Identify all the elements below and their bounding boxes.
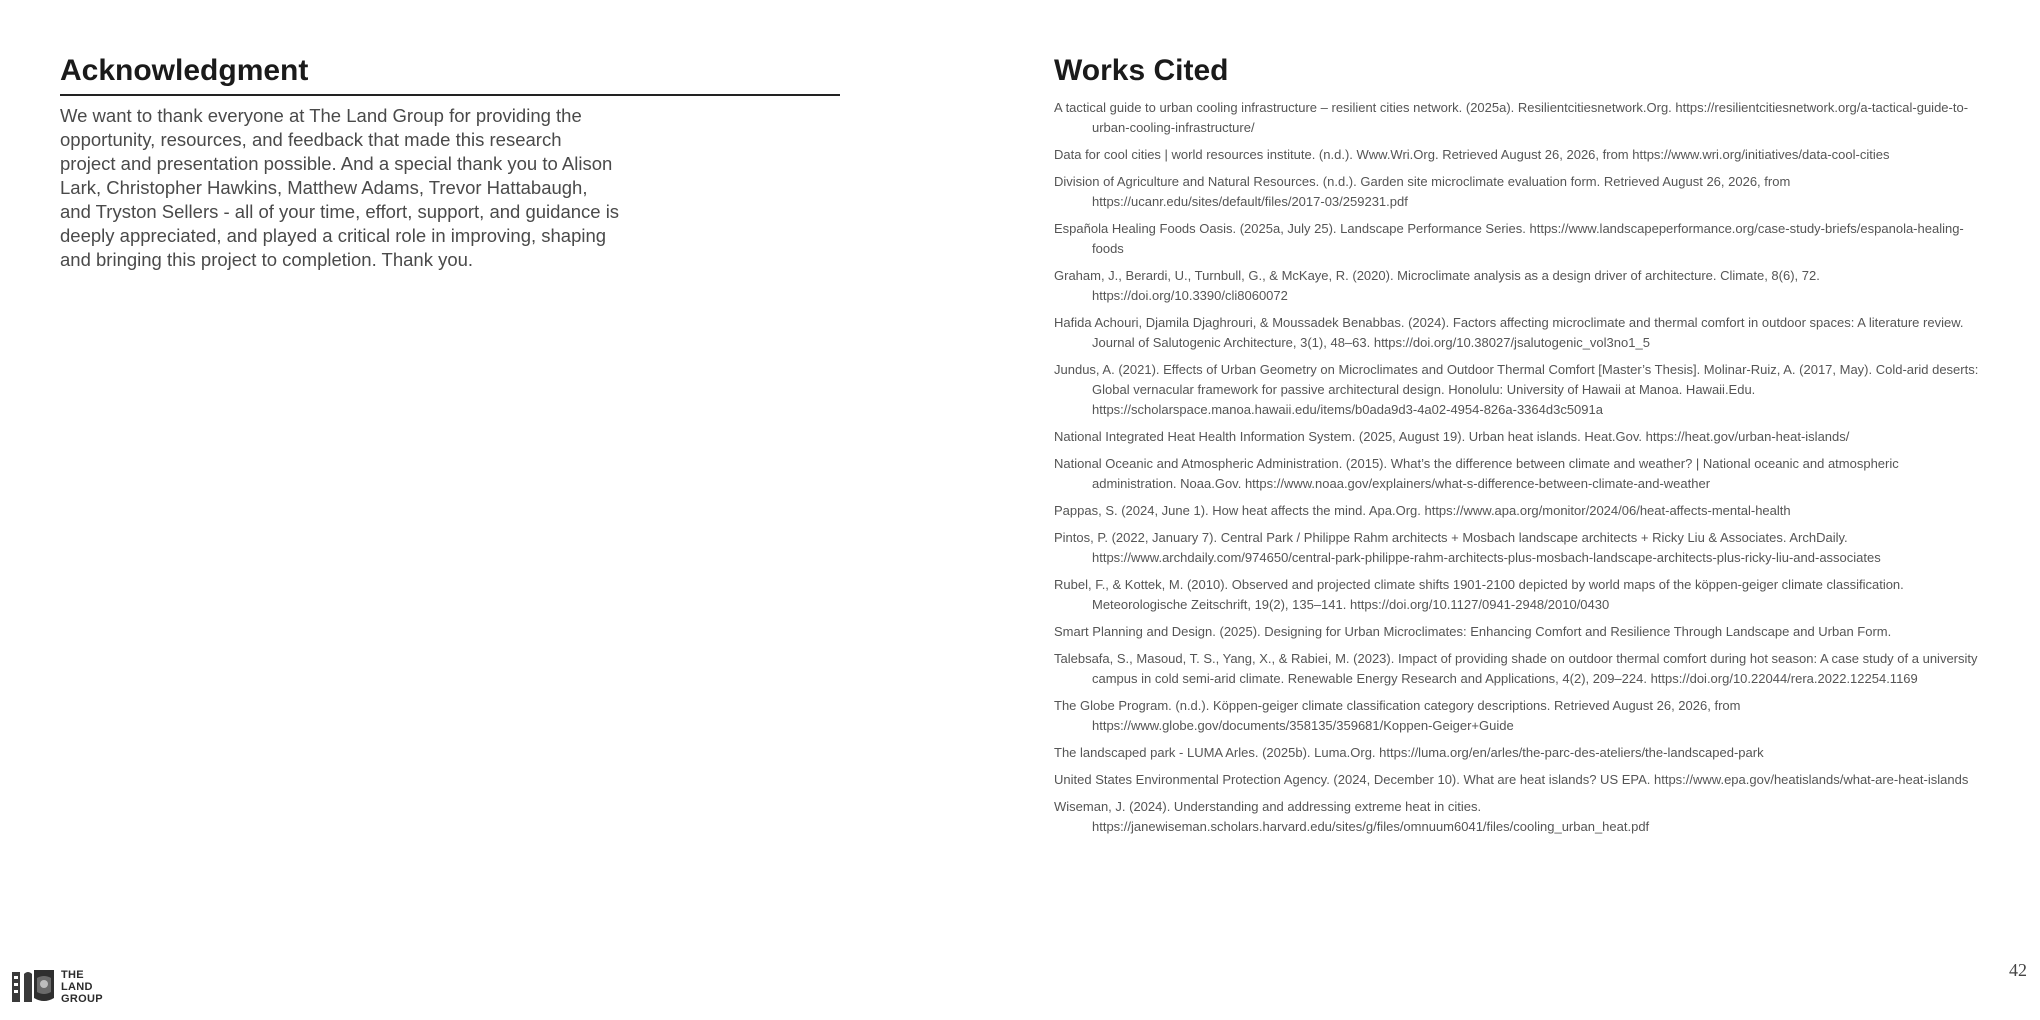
reference-item: A tactical guide to urban cooling infrastructure – resilient cities network. (2025a). Resilientcitiesnetwork.Org. https://resilientcitiesnetwork.org/a-tactical-guide-to-urban-cooling-infrastructure/: [1054, 100, 1969, 135]
works-cited-section: [1054, 52, 1984, 844]
acknowledgment-body: We want to thank everyone at The Land Group for providing the opportunity, resources, and feedback that made this research project and presentation possible. And a special thank you to Alison Lark, Christopher Hawkins, Matthew Adams, Trevor Hattabaugh, and Tryston Sellers - all of your time, effort, support, and guidance is deeply appreciated, and played a critical role in improving, shaping and bringing this project to completion. Thank you.: [60, 105, 620, 270]
reference-item: The Globe Program. (n.d.). Köppen-geiger climate classification category descriptions. Retrieved August 26, 2026, from https://www.globe.gov/documents/358135/359681/Koppen-Geiger+Guide: [1054, 698, 1741, 733]
land-group-logo: [12, 968, 103, 1006]
land-group-wordmark: [61, 969, 103, 1005]
reference-item: Española Healing Foods Oasis. (2025a, July 25). Landscape Performance Series. https://www.landscapeperformance.org/case-study-briefs/espanola-healing-foods: [1054, 221, 1964, 256]
land-group-logo-icon: [12, 968, 56, 1006]
reference-item: Data for cool cities | world resources institute. (n.d.). Www.Wri.Org. Retrieved August 26, 2026, from https://www.wri.org/initiatives/data-cool-cities: [1054, 147, 1890, 162]
reference-item: The landscaped park - LUMA Arles. (2025b). Luma.Org. https://luma.org/en/arles/the-parc-des-ateliers/the-landscaped-park: [1054, 745, 1764, 760]
wordmark-line: GROUP: [61, 993, 103, 1005]
reference-item: United States Environmental Protection Agency. (2024, December 10). What are heat islands? US EPA. https://www.epa.gov/heatislands/what-are-heat-islands: [1054, 772, 1969, 787]
reference-item: Wiseman, J. (2024). Understanding and addressing extreme heat in cities. https://janewiseman.scholars.harvard.edu/sites/g/files/omnuum6041/files/cooling_urban_heat.pdf: [1054, 799, 1650, 834]
reference-item: Jundus, A. (2021). Effects of Urban Geometry on Microclimates and Outdoor Thermal Comfort [Master’s Thesis]. Molinar-Ruiz, A. (2017, May). Cold-arid deserts: Global vernacular framework for passive architectural design. Honolulu: University of Hawaii at Manoa. Hawaii.Edu. https://scholarspace.manoa.hawaii.edu/items/b0ada9d3-4a02-4954-826a-3364d3c5091a: [1054, 362, 1979, 417]
wordmark-line: THE: [61, 969, 84, 981]
reference-list: [1054, 98, 1984, 837]
reference-item: Graham, J., Berardi, U., Turnbull, G., & McKaye, R. (2020). Microclimate analysis as a design driver of architecture. Climate, 8(6), 72. https://doi.org/10.3390/cli8060072: [1054, 268, 1820, 303]
acknowledgment-section: [60, 52, 840, 272]
reference-item: Rubel, F., & Kottek, M. (2010). Observed and projected climate shifts 1901-2100 depicted by world maps of the köppen-geiger climate classification. Meteorologische Zeitschrift, 19(2), 135–141. https://doi.org/10.1127/0941-2948/2010/0430: [1054, 577, 1904, 612]
works-cited-title: Works Cited: [1054, 54, 1229, 87]
reference-item: Division of Agriculture and Natural Resources. (n.d.). Garden site microclimate evaluation form. Retrieved August 26, 2026, from https://ucanr.edu/sites/default/files/2017-03/259231.pdf: [1054, 174, 1791, 209]
acknowledgment-title: Acknowledgment: [60, 52, 840, 96]
reference-item: Pintos, P. (2022, January 7). Central Park / Philippe Rahm architects + Mosbach landscape architects + Ricky Liu & Associates. ArchDaily. https://www.archdaily.com/974650/central-park-philippe-rahm-architects-plus-mosbach-landscape-architects-plus-ricky-liu-and-associates: [1054, 530, 1881, 565]
reference-item: Pappas, S. (2024, June 1). How heat affects the mind. Apa.Org. https://www.apa.org/monitor/2024/06/heat-affects-mental-health: [1054, 503, 1791, 518]
reference-item: Smart Planning and Design. (2025). Designing for Urban Microclimates: Enhancing Comfort and Resilience Through Landscape and Urban Form.: [1054, 624, 1892, 639]
page-number: 42: [2009, 960, 2027, 980]
reference-item: Talebsafa, S., Masoud, T. S., Yang, X., & Rabiei, M. (2023). Impact of providing shade on outdoor thermal comfort during hot season: A case study of a university campus in cold semi-arid climate. Renewable Energy Research and Applications, 4(2), 209–224. https://doi.org/10.22044/rera.2022.12254.1169: [1054, 651, 1978, 686]
wordmark-line: LAND: [61, 981, 93, 993]
reference-item: National Integrated Heat Health Information System. (2025, August 19). Urban heat islands. Heat.Gov. https://heat.gov/urban-heat-islands/: [1054, 429, 1850, 444]
reference-item: National Oceanic and Atmospheric Administration. (2015). What’s the difference between climate and weather? | National oceanic and atmospheric administration. Noaa.Gov. https://www.noaa.gov/explainers/what-s-difference-between-climate-and-weather: [1054, 456, 1899, 491]
reference-item: Hafida Achouri, Djamila Djaghrouri, & Moussadek Benabbas. (2024). Factors affecting microclimate and thermal comfort in outdoor spaces: A literature review. Journal of Salutogenic Architecture, 3(1), 48–63. https://doi.org/10.38027/jsalutogenic_vol3no1_5: [1054, 315, 1964, 350]
